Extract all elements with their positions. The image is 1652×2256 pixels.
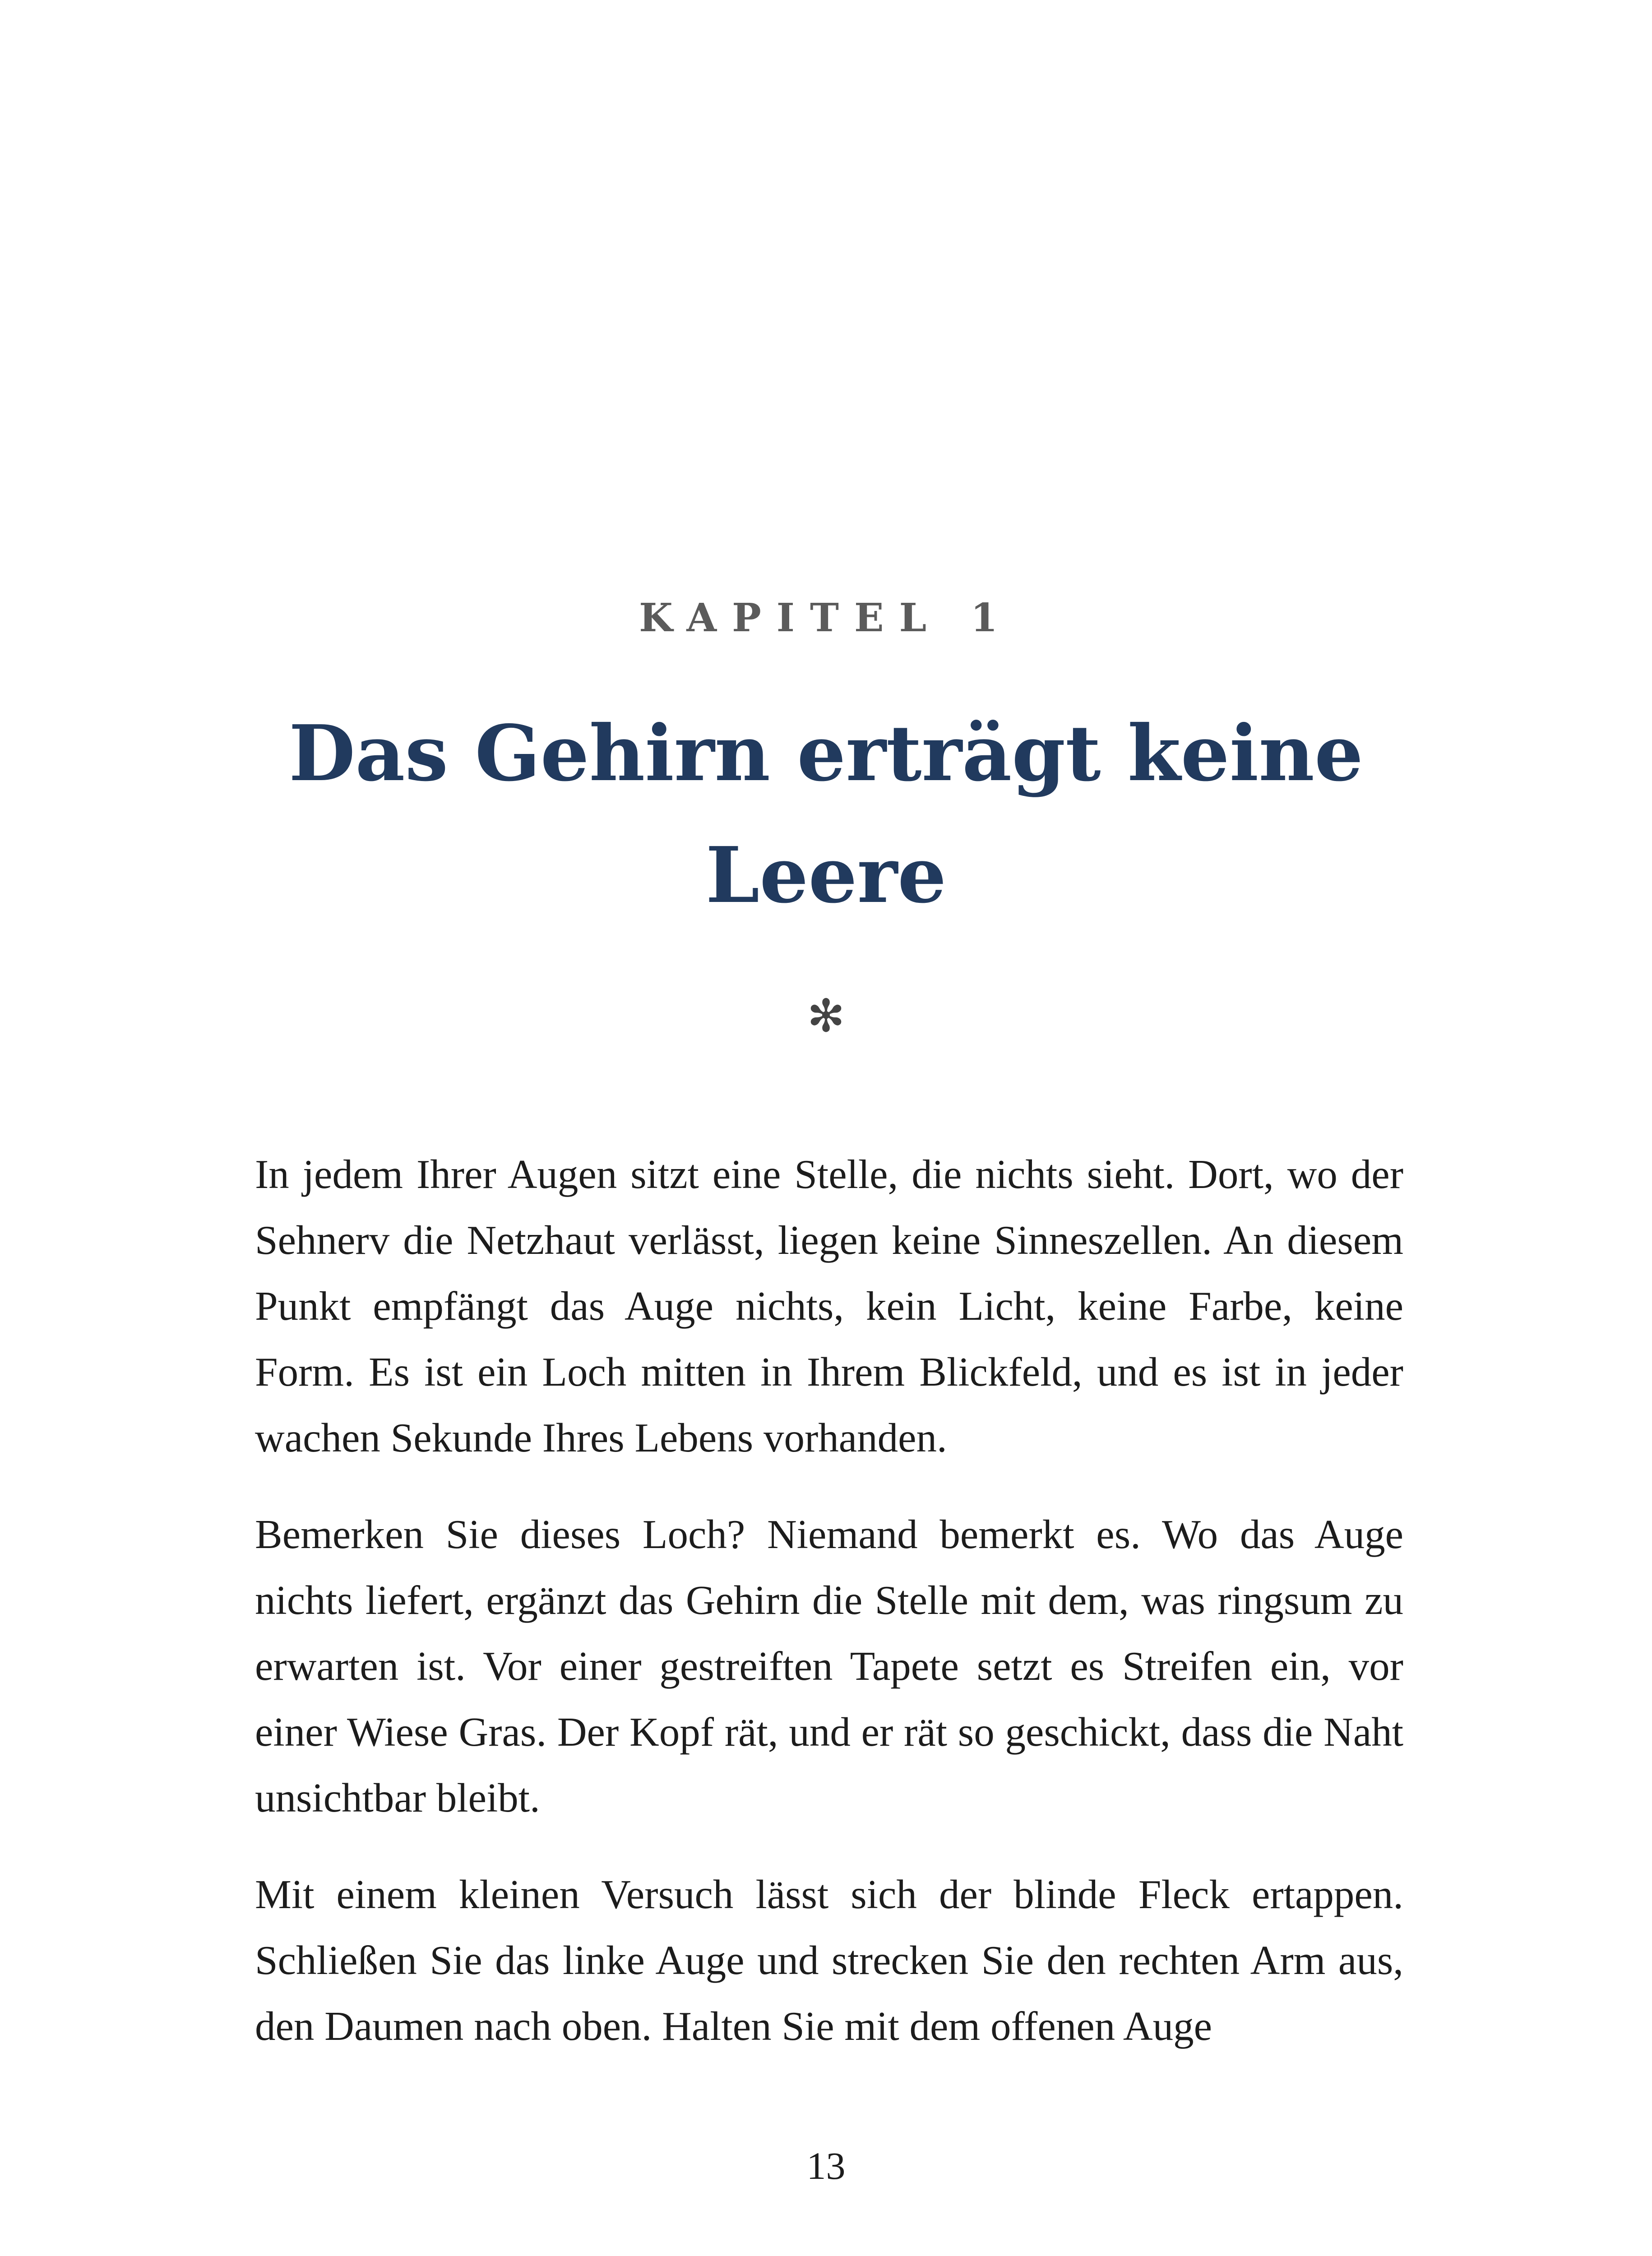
asterism-ornament-icon: ✻ (807, 989, 845, 1042)
page-number: 13 (806, 2144, 846, 2187)
paragraph: In jedem Ihrer Augen sitzt eine Stelle, die nichts sieht. Dort, wo der Sehnerv die Netzhaut verlässt, liegen keine Sinneszellen. An diesem Punkt empfängt das Auge nichts, kein Licht, keine Farbe, keine Form. Es ist ein Loch mitten in Ihrem Blickfeld, und es ist in jeder wachen Sekunde Ihres Lebens vorhanden. (255, 1151, 1403, 1461)
paragraph: Mit einem kleinen Versuch lässt sich der blinde Fleck ertappen. Schließen Sie das linke Auge und strecken Sie den rechten Arm aus, den Daumen nach oben. Halten Sie mit dem offenen Auge (255, 1872, 1403, 2049)
paragraph: Bemerken Sie dieses Loch? Niemand bemerkt es. Wo das Auge nichts liefert, ergänzt das Gehirn die Stelle mit dem, was ringsum zu erwarten ist. Vor einer gestreiften Tapete setzt es Streifen ein, vor einer Wiese Gras. Der Kopf rät, und er rät so geschickt, dass die Naht unsichtbar bleibt. (255, 1512, 1403, 1821)
body-text (255, 1142, 1403, 2090)
chapter-title: Das Gehirn erträgt keine Leere (288, 708, 1364, 920)
chapter-label: KAPITEL 1 (639, 595, 1013, 641)
